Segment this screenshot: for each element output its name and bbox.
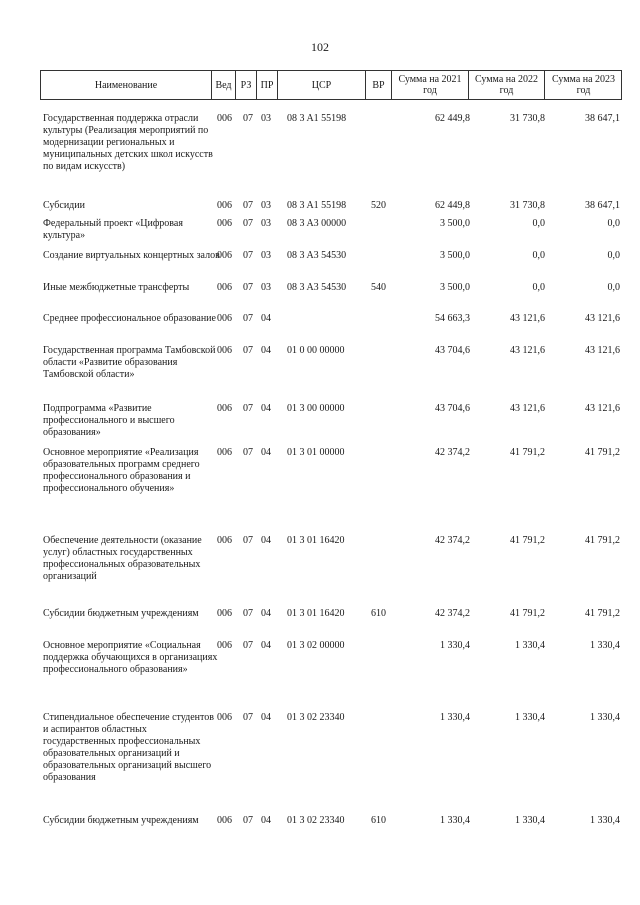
row-sum-2021: 1 330,4	[440, 712, 470, 723]
row-ved: 006	[217, 403, 232, 414]
row-sum-2022: 1 330,4	[515, 640, 545, 651]
row-ved: 006	[217, 712, 232, 723]
row-rz: 07	[243, 113, 253, 124]
row-rz: 07	[243, 815, 253, 826]
table-header	[40, 70, 622, 100]
row-name: Федеральный проект «Цифровая культура»	[43, 218, 183, 241]
row-csr: 01 3 02 23340	[287, 712, 345, 723]
row-sum-2022: 1 330,4	[515, 815, 545, 826]
row-ved: 006	[217, 345, 232, 356]
row-sum-2021: 43 704,6	[435, 345, 470, 356]
row-rz: 07	[243, 282, 253, 293]
row-sum-2023: 1 330,4	[590, 712, 620, 723]
row-ved: 006	[217, 815, 232, 826]
row-sum-2021: 1 330,4	[440, 815, 470, 826]
row-name: Стипендиальное обеспечение студентов и аспирантов областных государственных профессиональных образовательных организаций и образовательных организаций высшего образования	[43, 712, 214, 783]
row-rz: 07	[243, 403, 253, 414]
row-pr: 04	[261, 447, 271, 458]
row-vr: 520	[371, 200, 386, 211]
row-sum-2021: 3 500,0	[440, 250, 470, 261]
row-sum-2021: 1 330,4	[440, 640, 470, 651]
row-sum-2021: 54 663,3	[435, 313, 470, 324]
row-sum-2022: 43 121,6	[510, 403, 545, 414]
row-sum-2023: 0,0	[607, 282, 620, 293]
header-ved: Вед	[211, 71, 235, 99]
row-name: Иные межбюджетные трансферты	[43, 282, 190, 293]
row-ved: 006	[217, 640, 232, 651]
row-name: Основное мероприятие «Социальная поддержка обучающихся в организациях профессионального образования»	[43, 640, 218, 675]
row-sum-2022: 0,0	[532, 282, 545, 293]
row-sum-2021: 43 704,6	[435, 403, 470, 414]
row-rz: 07	[243, 313, 253, 324]
row-csr: 01 3 01 16420	[287, 608, 345, 619]
row-sum-2021: 62 449,8	[435, 200, 470, 211]
row-sum-2022: 41 791,2	[510, 447, 545, 458]
page-number: 102	[311, 40, 329, 54]
row-pr: 04	[261, 403, 271, 414]
row-pr: 04	[261, 608, 271, 619]
row-sum-2022: 31 730,8	[510, 113, 545, 124]
row-vr: 540	[371, 282, 386, 293]
row-rz: 07	[243, 640, 253, 651]
row-csr: 01 3 01 16420	[287, 535, 345, 546]
row-rz: 07	[243, 447, 253, 458]
row-sum-2023: 38 647,1	[585, 200, 620, 211]
header-rz: РЗ	[235, 71, 256, 99]
row-name: Государственная поддержка отрасли культуры (Реализация мероприятий по модернизации региональных и муниципальных детских школ искусств по видам искусств)	[43, 113, 213, 172]
row-sum-2022: 41 791,2	[510, 535, 545, 546]
row-sum-2022: 41 791,2	[510, 608, 545, 619]
row-ved: 006	[217, 447, 232, 458]
row-vr: 610	[371, 815, 386, 826]
row-name: Субсидии бюджетным учреждениям	[43, 815, 199, 826]
row-pr: 03	[261, 250, 271, 261]
row-csr: 08 3 A3 54530	[287, 250, 347, 261]
row-sum-2021: 42 374,2	[435, 535, 470, 546]
row-name: Создание виртуальных концертных залов	[43, 250, 220, 261]
row-name: Субсидии	[43, 200, 85, 211]
row-sum-2021: 42 374,2	[435, 608, 470, 619]
header-sum-2022: Сумма на 2022 год	[468, 71, 544, 99]
row-pr: 04	[261, 345, 271, 356]
row-csr: 01 3 01 00000	[287, 447, 345, 458]
row-sum-2021: 62 449,8	[435, 113, 470, 124]
row-name: Государственная программа Тамбовской области «Развитие образования Тамбовской области»	[43, 345, 216, 380]
row-vr: 610	[371, 608, 386, 619]
row-pr: 04	[261, 712, 271, 723]
row-ved: 006	[217, 200, 232, 211]
row-csr: 01 3 02 23340	[287, 815, 345, 826]
row-pr: 03	[261, 218, 271, 229]
row-sum-2023: 41 791,2	[585, 447, 620, 458]
row-sum-2023: 1 330,4	[590, 815, 620, 826]
row-sum-2023: 43 121,6	[585, 313, 620, 324]
header-pr: ПР	[256, 71, 277, 99]
row-ved: 006	[217, 313, 232, 324]
row-sum-2023: 0,0	[607, 218, 620, 229]
row-sum-2022: 43 121,6	[510, 345, 545, 356]
row-sum-2022: 31 730,8	[510, 200, 545, 211]
row-sum-2022: 43 121,6	[510, 313, 545, 324]
row-sum-2022: 1 330,4	[515, 712, 545, 723]
row-sum-2023: 43 121,6	[585, 403, 620, 414]
row-csr: 08 3 A3 00000	[287, 218, 347, 229]
row-rz: 07	[243, 345, 253, 356]
row-ved: 006	[217, 218, 232, 229]
row-sum-2021: 3 500,0	[440, 282, 470, 293]
header-sum-2023: Сумма на 2023 год	[544, 71, 622, 99]
row-rz: 07	[243, 200, 253, 211]
row-rz: 07	[243, 535, 253, 546]
header-sum-2021: Сумма на 2021 год	[391, 71, 468, 99]
row-sum-2021: 42 374,2	[435, 447, 470, 458]
row-name: Обеспечение деятельности (оказание услуг) областных государственных профессиональных образовательных организаций	[43, 535, 202, 582]
row-rz: 07	[243, 712, 253, 723]
row-ved: 006	[217, 282, 232, 293]
row-rz: 07	[243, 218, 253, 229]
row-pr: 04	[261, 640, 271, 651]
row-pr: 04	[261, 815, 271, 826]
row-sum-2022: 0,0	[532, 250, 545, 261]
header-csr: ЦСР	[277, 71, 365, 99]
row-ved: 006	[217, 113, 232, 124]
row-pr: 03	[261, 282, 271, 293]
row-sum-2023: 0,0	[607, 250, 620, 261]
header-name: Наименование	[94, 79, 158, 91]
row-pr: 03	[261, 200, 271, 211]
header-vr: ВР	[365, 71, 391, 99]
row-ved: 006	[217, 608, 232, 619]
row-pr: 04	[261, 535, 271, 546]
row-sum-2021: 3 500,0	[440, 218, 470, 229]
row-rz: 07	[243, 250, 253, 261]
row-sum-2023: 1 330,4	[590, 640, 620, 651]
row-ved: 006	[217, 250, 232, 261]
row-name: Основное мероприятие «Реализация образовательных программ среднего профессионального образования и профессионального обучения»	[43, 447, 200, 494]
row-csr: 08 3 A1 55198	[287, 113, 347, 124]
row-csr: 08 3 A3 54530	[287, 282, 347, 293]
row-name: Субсидии бюджетным учреждениям	[43, 608, 199, 619]
row-ved: 006	[217, 535, 232, 546]
row-csr: 08 3 A1 55198	[287, 200, 347, 211]
row-pr: 04	[261, 313, 271, 324]
row-name: Подпрограмма «Развитие профессионального и высшего образования»	[43, 403, 175, 438]
row-sum-2023: 43 121,6	[585, 345, 620, 356]
row-sum-2022: 0,0	[532, 218, 545, 229]
row-csr: 01 0 00 00000	[287, 345, 345, 356]
row-sum-2023: 38 647,1	[585, 113, 620, 124]
row-rz: 07	[243, 608, 253, 619]
row-sum-2023: 41 791,2	[585, 535, 620, 546]
row-pr: 03	[261, 113, 271, 124]
row-csr: 01 3 00 00000	[287, 403, 345, 414]
row-name: Среднее профессиональное образование	[43, 313, 216, 324]
row-csr: 01 3 02 00000	[287, 640, 345, 651]
row-sum-2023: 41 791,2	[585, 608, 620, 619]
